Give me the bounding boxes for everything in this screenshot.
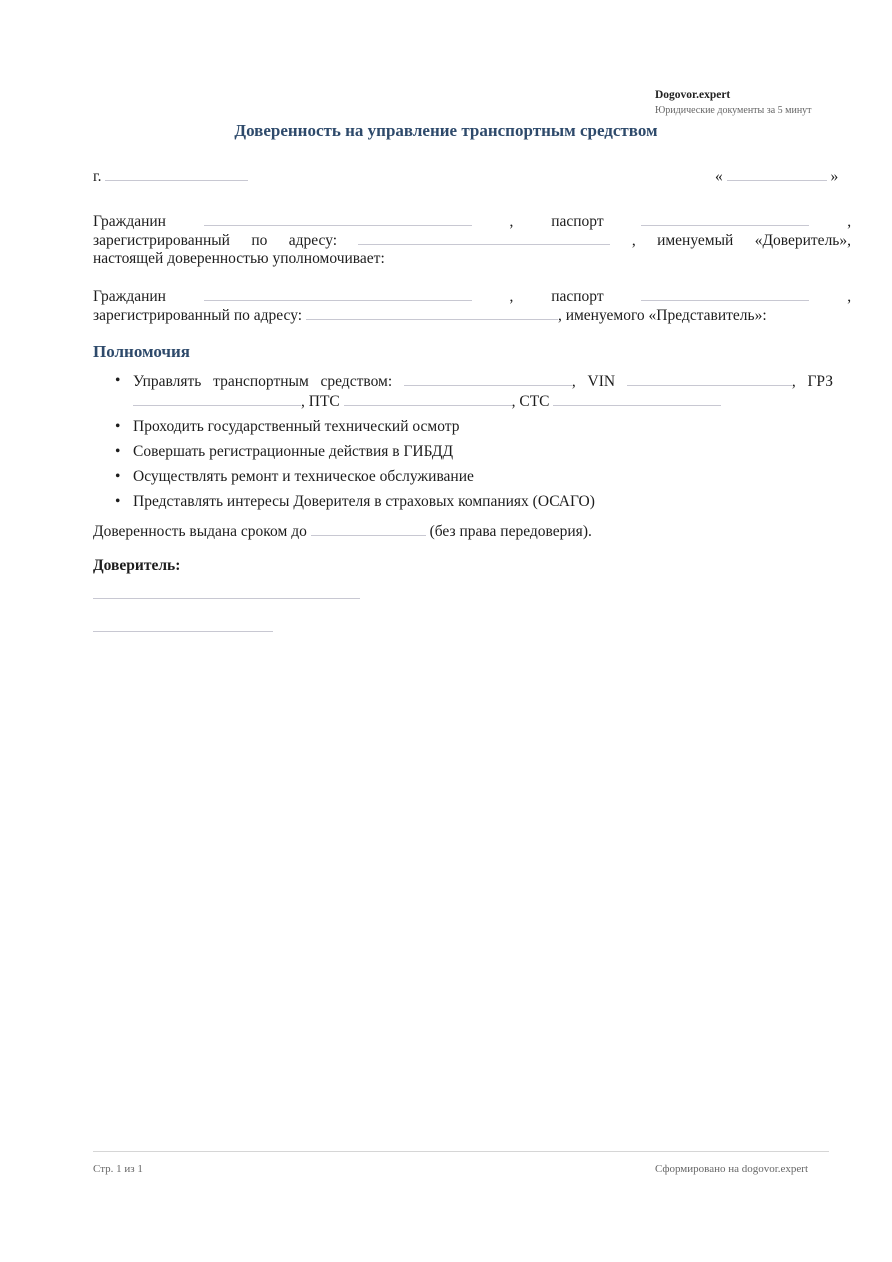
- footer-divider: [93, 1151, 829, 1152]
- term-date-field[interactable]: [311, 521, 426, 536]
- representative-comma: ,: [509, 288, 514, 305]
- principal-named: именуемый: [657, 232, 734, 249]
- generated-note: Сформировано на dogovor.expert: [655, 1163, 809, 1175]
- sts-label: , СТС: [511, 393, 550, 410]
- representative-line-2: [93, 305, 767, 325]
- representative-comma-2: ,: [847, 288, 852, 305]
- pts-field[interactable]: [344, 391, 512, 406]
- date-line: [715, 166, 838, 186]
- principal-comma: ,: [509, 213, 514, 230]
- principal-authorizes: настоящей доверенностью уполномочивает:: [93, 250, 385, 267]
- signature-field[interactable]: [93, 598, 360, 599]
- signer-label: Доверитель:: [93, 557, 181, 574]
- principal-passport-label: паспорт: [551, 213, 604, 230]
- representative-passport-label: паспорт: [551, 288, 604, 305]
- vehicle-field[interactable]: [404, 371, 572, 386]
- principal-po: по: [251, 232, 268, 249]
- grz-field[interactable]: [133, 391, 301, 406]
- power-item: • Совершать регистрационные действия в ГИБДД: [113, 442, 833, 461]
- powers-heading: Полномочия: [93, 342, 191, 361]
- brand-tagline: Юридические документы за 5 минут: [655, 105, 812, 116]
- representative-named: , именуемого «Представитель»:: [557, 307, 767, 324]
- principal-address-label: адресу:: [288, 232, 338, 249]
- representative-registered: зарегистрированный по адресу:: [93, 307, 303, 324]
- date-field[interactable]: [727, 166, 827, 181]
- page-number: Стр. 1 из 1: [93, 1163, 143, 1175]
- principal-role: «Доверитель»,: [754, 232, 851, 249]
- principal-comma-2: ,: [847, 213, 852, 230]
- term-prefix: Доверенность выдана сроком до: [93, 523, 307, 540]
- vehicle-label: Управлять транспортным средством:: [133, 373, 393, 390]
- date-quote-close: »: [830, 168, 839, 185]
- term-line: [93, 521, 592, 541]
- city-field[interactable]: [105, 166, 248, 181]
- representative-citizen-label: Гражданин: [93, 288, 166, 305]
- representative-passport-field[interactable]: [641, 286, 809, 301]
- term-suffix: (без права передоверия).: [429, 523, 592, 540]
- representative-name-field[interactable]: [204, 286, 472, 301]
- grz-label: , ГРЗ: [791, 373, 833, 390]
- document-title: Доверенность на управление транспортным средством: [234, 121, 658, 140]
- signature-date-field[interactable]: [93, 631, 273, 632]
- power-item: • Проходить государственный технический осмотр: [113, 417, 833, 436]
- principal-name-field[interactable]: [204, 211, 472, 226]
- power-item: • Осуществлять ремонт и техническое обслуживание: [113, 467, 833, 486]
- powers-list: [113, 371, 833, 511]
- principal-line-2: [93, 230, 851, 250]
- principal-registered: зарегистрированный: [93, 232, 230, 249]
- brand-name: Dogovor.expert: [655, 89, 731, 101]
- city-prefix: г.: [93, 168, 102, 185]
- date-quote-open: «: [715, 168, 723, 185]
- principal-citizen-label: Гражданин: [93, 213, 166, 230]
- city-line: [93, 166, 248, 186]
- vin-field[interactable]: [627, 371, 792, 386]
- principal-passport-field[interactable]: [641, 211, 809, 226]
- power-item-vehicle: [113, 371, 833, 411]
- principal-line-1: [93, 211, 851, 231]
- pts-label: , ПТС: [301, 393, 340, 410]
- principal-comma-3: ,: [631, 232, 636, 249]
- principal-address-field[interactable]: [358, 230, 610, 245]
- representative-line-1: [93, 286, 851, 306]
- vin-label: , VIN: [571, 373, 616, 390]
- power-item: • Представлять интересы Доверителя в страховых компаниях (ОСАГО): [113, 492, 833, 511]
- sts-field[interactable]: [553, 391, 721, 406]
- representative-address-field[interactable]: [306, 305, 558, 320]
